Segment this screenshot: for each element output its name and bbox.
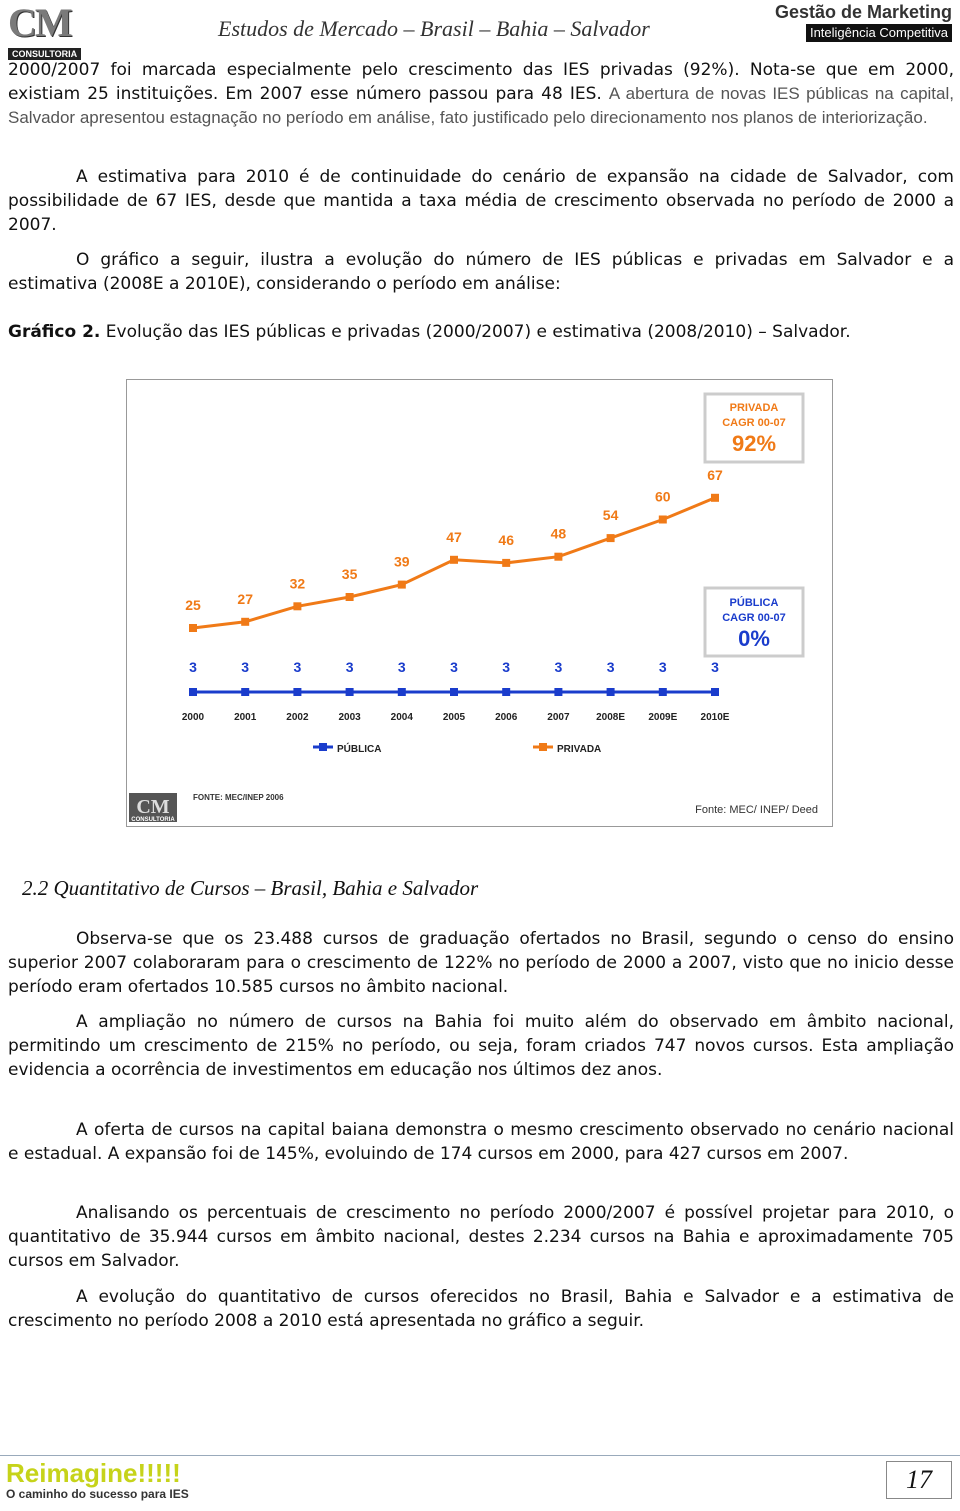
privada-label-2002: 32 xyxy=(289,575,306,592)
privada-point-2003 xyxy=(346,593,354,601)
paragraph-6-text: A oferta de cursos na capital baiana demonstra o mesmo crescimento observado no cenário nacional e estadual. A expansão foi de 145%, evoluindo de 174 cursos em 2000, para 427 cursos em 2007. xyxy=(8,1120,954,1164)
privada-cagr-title: PRIVADA xyxy=(729,402,779,414)
paragraph-2 xyxy=(8,165,954,237)
publica-cagr-sub: CAGR 00-07 xyxy=(722,612,786,624)
privada-cagr-sub: CAGR 00-07 xyxy=(722,417,786,429)
privada-point-2008E xyxy=(607,534,615,542)
paragraph-1-gray-text: A abertura de novas IES públicas na capital, Salvador apresentou estagnação no período em análise, fato justificado pelo direcionamento nos planos de interiorização. xyxy=(8,84,954,127)
gm-logo-line2: Inteligência Competitiva xyxy=(806,24,952,42)
x-tick-label-2005: 2005 xyxy=(442,712,466,723)
paragraph-4 xyxy=(8,927,954,999)
paragraph-8-text: A evolução do quantitativo de cursos oferecidos no Brasil, Bahia e Salvador e a estimativa de crescimento no período 2008 a 2010 está apresentada no gráfico a seguir. xyxy=(8,1287,954,1331)
chart-cm-logo-sub: CONSULTORIA xyxy=(131,817,175,823)
legend-privada-label: PRIVADA xyxy=(557,744,602,755)
paragraph-1 xyxy=(8,58,954,130)
legend-publica-label: PÚBLICA xyxy=(337,744,382,755)
reimagine-logo xyxy=(6,1459,189,1501)
publica-point-2009E xyxy=(659,688,667,696)
paragraph-8 xyxy=(8,1285,954,1333)
paragraph-3 xyxy=(8,248,954,296)
publica-label-2002: 3 xyxy=(293,659,302,675)
cm-logo-sub: CONSULTORIA xyxy=(8,48,81,60)
privada-point-2000 xyxy=(189,624,197,632)
legend-publica-swatch-marker xyxy=(319,743,327,751)
privada-label-2006: 46 xyxy=(498,531,514,548)
paragraph-5-text: A ampliação no número de cursos na Bahia foi muito além do observado em âmbito nacional, permitindo um crescimento de 215% no período, ou seja, foram criados 747 novos cursos. Esta ampliação evidencia a ocorrência de investimentos em educação nos últimos dez anos. xyxy=(8,1012,954,1080)
x-tick-label-2009E: 2009E xyxy=(648,712,678,723)
privada-point-2002 xyxy=(293,602,301,610)
page-number: 17 xyxy=(886,1461,952,1499)
reimagine-logo-tagline: O caminho do sucesso para IES xyxy=(6,1487,189,1501)
privada-label-2000: 25 xyxy=(185,597,201,613)
paragraph-4-text: Observa-se que os 23.488 cursos de graduação ofertados no Brasil, segundo o censo do ensino superior 2007 colaboraram para o crescimento de 122% no período de 2000 a 2007, visto que no inicio desse período eram ofertados 10.585 cursos no âmbito nacional. xyxy=(8,929,954,997)
gestao-marketing-logo xyxy=(775,2,952,42)
page-header xyxy=(0,0,960,59)
privada-label-2007: 48 xyxy=(550,525,567,542)
cm-consultoria-logo xyxy=(8,0,96,59)
chart-cm-logo-text: CM xyxy=(136,796,170,818)
privada-label-2008E: 54 xyxy=(602,507,619,524)
chart-svg xyxy=(127,380,834,828)
publica-label-2009E: 3 xyxy=(658,659,667,675)
chart-source-right: Fonte: MEC/ INEP/ Deed xyxy=(695,804,818,816)
x-tick-label-2010E: 2010E xyxy=(700,712,730,723)
x-tick-label-2003: 2003 xyxy=(338,712,361,723)
publica-label-2003: 3 xyxy=(345,659,354,675)
paragraph-3-text: O gráfico a seguir, ilustra a evolução do número de IES públicas e privadas em Salvador e a estimativa (2008E a 2010E), considerando o período em análise: xyxy=(8,250,954,294)
chart-caption-text: Evolução das IES públicas e privadas (2000/2007) e estimativa (2008/2010) – Salvador. xyxy=(105,322,851,342)
publica-point-2003 xyxy=(346,688,354,696)
privada-point-2006 xyxy=(502,559,510,567)
paragraph-2-text: A estimativa para 2010 é de continuidade do cenário de expansão na cidade de Salvador, com possibilidade de 67 IES, desde que mantida a taxa média de crescimento observada no período de 2000 a 2007. xyxy=(8,167,954,235)
privada-label-2010E: 67 xyxy=(707,466,723,483)
privada-point-2010E xyxy=(711,494,719,502)
publica-point-2004 xyxy=(398,688,406,696)
chart-caption xyxy=(8,320,954,344)
paragraph-1-text: 2000/2007 foi marcada especialmente pelo crescimento das IES privadas (92%). Nota-se que em 2000, existiam 25 instituições. Em 2007 esse número passou para 48 IES. xyxy=(8,60,954,104)
paragraph-7 xyxy=(8,1201,954,1273)
privada-point-2007 xyxy=(554,553,562,561)
privada-point-2001 xyxy=(241,618,249,626)
publica-label-2008E: 3 xyxy=(606,659,615,675)
publica-cagr-value: 0% xyxy=(738,626,770,651)
publica-point-2005 xyxy=(450,688,458,696)
x-tick-label-2006: 2006 xyxy=(495,712,518,723)
paragraph-6 xyxy=(8,1118,954,1166)
footer-divider xyxy=(0,1455,960,1456)
x-tick-label-2008E: 2008E xyxy=(596,712,626,723)
privada-label-2004: 39 xyxy=(394,553,410,570)
privada-label-2003: 35 xyxy=(341,566,358,582)
paragraph-7-text: Analisando os percentuais de crescimento no período 2000/2007 é possível projetar para 2010, o quantitativo de 35.944 cursos em âmbito nacional, destes 2.234 cursos na Bahia e aproximadamente 705 cursos em Salvador. xyxy=(8,1203,954,1271)
privada-point-2009E xyxy=(659,516,667,524)
publica-point-2006 xyxy=(502,688,510,696)
chart-caption-label: Gráfico 2. xyxy=(8,322,101,342)
paragraph-5 xyxy=(8,1010,954,1082)
x-tick-label-2001: 2001 xyxy=(234,712,257,723)
legend-privada-swatch-marker xyxy=(539,743,547,751)
x-tick-label-2000: 2000 xyxy=(181,712,205,723)
publica-label-2006: 3 xyxy=(502,659,511,675)
publica-label-2005: 3 xyxy=(450,659,458,675)
privada-label-2001: 27 xyxy=(237,590,253,607)
x-tick-label-2004: 2004 xyxy=(390,712,413,723)
gm-logo-line1: Gestão de Marketing xyxy=(774,2,952,22)
privada-label-2009E: 60 xyxy=(655,488,671,505)
reimagine-logo-text: Reimagine!!!!! xyxy=(6,1458,181,1488)
cm-logo-text: CM xyxy=(8,0,71,45)
publica-point-2001 xyxy=(241,688,249,696)
ies-evolution-chart xyxy=(126,379,833,827)
x-tick-label-2007: 2007 xyxy=(547,712,570,723)
publica-label-2000: 3 xyxy=(189,659,197,675)
publica-label-2010E: 3 xyxy=(711,659,719,675)
privada-cagr-value: 92% xyxy=(731,431,777,456)
chart-source-left: FONTE: MEC/INEP 2006 xyxy=(193,793,284,802)
privada-label-2005: 47 xyxy=(446,528,462,545)
publica-label-2001: 3 xyxy=(241,659,250,675)
privada-point-2004 xyxy=(398,581,406,589)
privada-point-2005 xyxy=(450,556,458,564)
publica-point-2000 xyxy=(189,688,197,696)
publica-point-2007 xyxy=(554,688,562,696)
publica-point-2008E xyxy=(607,688,615,696)
x-tick-label-2002: 2002 xyxy=(286,712,309,723)
header-title: Estudos de Mercado – Brasil – Bahia – Salvador xyxy=(218,16,650,41)
publica-point-2002 xyxy=(293,688,301,696)
section-title: 2.2 Quantitativo de Cursos – Brasil, Bahia e Salvador xyxy=(22,876,479,900)
publica-label-2007: 3 xyxy=(554,659,563,675)
publica-point-2010E xyxy=(711,688,719,696)
publica-label-2004: 3 xyxy=(397,659,406,675)
publica-cagr-title: PÚBLICA xyxy=(729,597,779,609)
